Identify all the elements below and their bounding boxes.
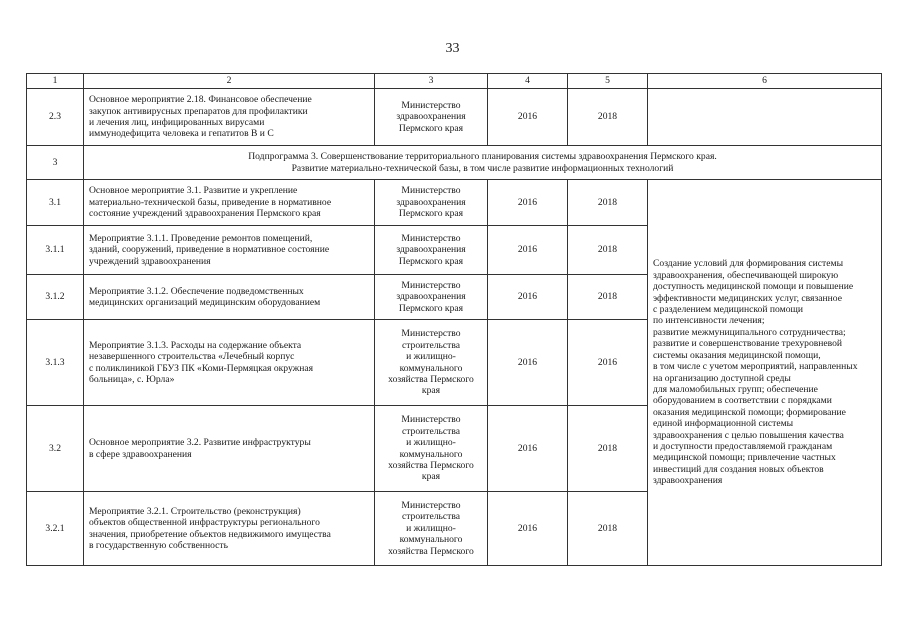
header-cell: 6 bbox=[648, 74, 882, 89]
end-year: 2018 bbox=[568, 492, 648, 566]
start-year: 2016 bbox=[488, 406, 568, 492]
measure-name: Мероприятие 3.2.1. Строительство (реконструкция) объектов общественной инфраструктуры регионального значения, приобретение объектов недвижимого имущества в государственную собственность bbox=[84, 492, 375, 566]
executor: Министерство строительства и жилищно- коммунального хозяйства Пермского края bbox=[375, 320, 488, 406]
start-year: 2016 bbox=[488, 226, 568, 275]
row-number: 3 bbox=[27, 146, 84, 180]
start-year: 2016 bbox=[488, 275, 568, 320]
row-number: 3.1 bbox=[27, 180, 84, 226]
header-cell: 3 bbox=[375, 74, 488, 89]
table-row bbox=[27, 89, 882, 146]
executor: Министерство здравоохранения Пермского края bbox=[375, 275, 488, 320]
row-number: 2.3 bbox=[27, 89, 84, 146]
measure-name: Основное мероприятие 3.2. Развитие инфраструктуры в сфере здравоохранения bbox=[84, 406, 375, 492]
end-year: 2018 bbox=[568, 406, 648, 492]
subprogram-row bbox=[27, 146, 882, 180]
start-year: 2016 bbox=[488, 492, 568, 566]
end-year: 2018 bbox=[568, 226, 648, 275]
start-year: 2016 bbox=[488, 89, 568, 146]
header-cell: 2 bbox=[84, 74, 375, 89]
row-number: 3.1.1 bbox=[27, 226, 84, 275]
executor: Министерство строительства и жилищно- коммунального хозяйства Пермского края bbox=[375, 406, 488, 492]
measure-name: Мероприятие 3.1.3. Расходы на содержание объекта незавершенного строительства «Лечебный корпус с поликлиникой ГБУЗ ПК «Коми-Пермяцкая окружная больница», с. Юрла» bbox=[84, 320, 375, 406]
end-year: 2018 bbox=[568, 89, 648, 146]
page-number: 33 bbox=[445, 41, 460, 56]
header-cell: 1 bbox=[27, 74, 84, 89]
table-header-row bbox=[27, 74, 882, 89]
row-number: 3.1.3 bbox=[27, 320, 84, 406]
table-row bbox=[27, 180, 882, 226]
row-number: 3.1.2 bbox=[27, 275, 84, 320]
executor: Министерство здравоохранения Пермского края bbox=[375, 226, 488, 275]
end-year: 2016 bbox=[568, 320, 648, 406]
expected-result: Создание условий для формирования системы здравоохранения, обеспечивающей широкую доступность медицинской помощи и повышение эффективности медицинских услуг, связанное с разделением медицинской помощи по интенсивности лечения; развитие межмуниципального сотрудничества; развитие и совершенствование трехуровневой системы оказания медицинской помощи, в том числе с учетом мероприятий, направленных на организацию доступной среды для маломобильных групп; обеспечение оборудованием в соответствии с порядками оказания медицинской помощи; формирование единой информационной системы здравоохранения с целью повышения качества и доступности предоставляемой гражданам медицинской помощи; привлечение частных инвестиций для создания новых объектов здравоохранения bbox=[648, 180, 882, 566]
header-cell: 5 bbox=[568, 74, 648, 89]
executor: Министерство здравоохранения Пермского края bbox=[375, 89, 488, 146]
executor: Министерство строительства и жилищно- коммунального хозяйства Пермского bbox=[375, 492, 488, 566]
start-year: 2016 bbox=[488, 320, 568, 406]
end-year: 2018 bbox=[568, 275, 648, 320]
measure-name: Мероприятие 3.1.1. Проведение ремонтов помещений, зданий, сооружений, приведение в нормативное состояние учреждений здравоохранения bbox=[84, 226, 375, 275]
measure-name: Основное мероприятие 2.18. Финансовое обеспечение закупок антивирусных препаратов для профилактики и лечения лиц, инфицированных вирусами иммунодефицита человека и гепатитов В и С bbox=[84, 89, 375, 146]
end-year: 2018 bbox=[568, 180, 648, 226]
program-table bbox=[26, 73, 882, 566]
row-number: 3.2 bbox=[27, 406, 84, 492]
subprogram-title: Подпрограмма 3. Совершенствование территориального планирования системы здравоохранения Пермского края. Развитие материально-технической базы, в том числе развитие информационных технологий bbox=[84, 146, 882, 180]
row-number: 3.2.1 bbox=[27, 492, 84, 566]
result-cell bbox=[648, 89, 882, 146]
header-cell: 4 bbox=[488, 74, 568, 89]
measure-name: Мероприятие 3.1.2. Обеспечение подведомственных медицинских организаций медицинским оборудованием bbox=[84, 275, 375, 320]
start-year: 2016 bbox=[488, 180, 568, 226]
measure-name: Основное мероприятие 3.1. Развитие и укрепление материально-технической базы, приведение в нормативное состояние учреждений здравоохранения Пермского края bbox=[84, 180, 375, 226]
executor: Министерство здравоохранения Пермского края bbox=[375, 180, 488, 226]
